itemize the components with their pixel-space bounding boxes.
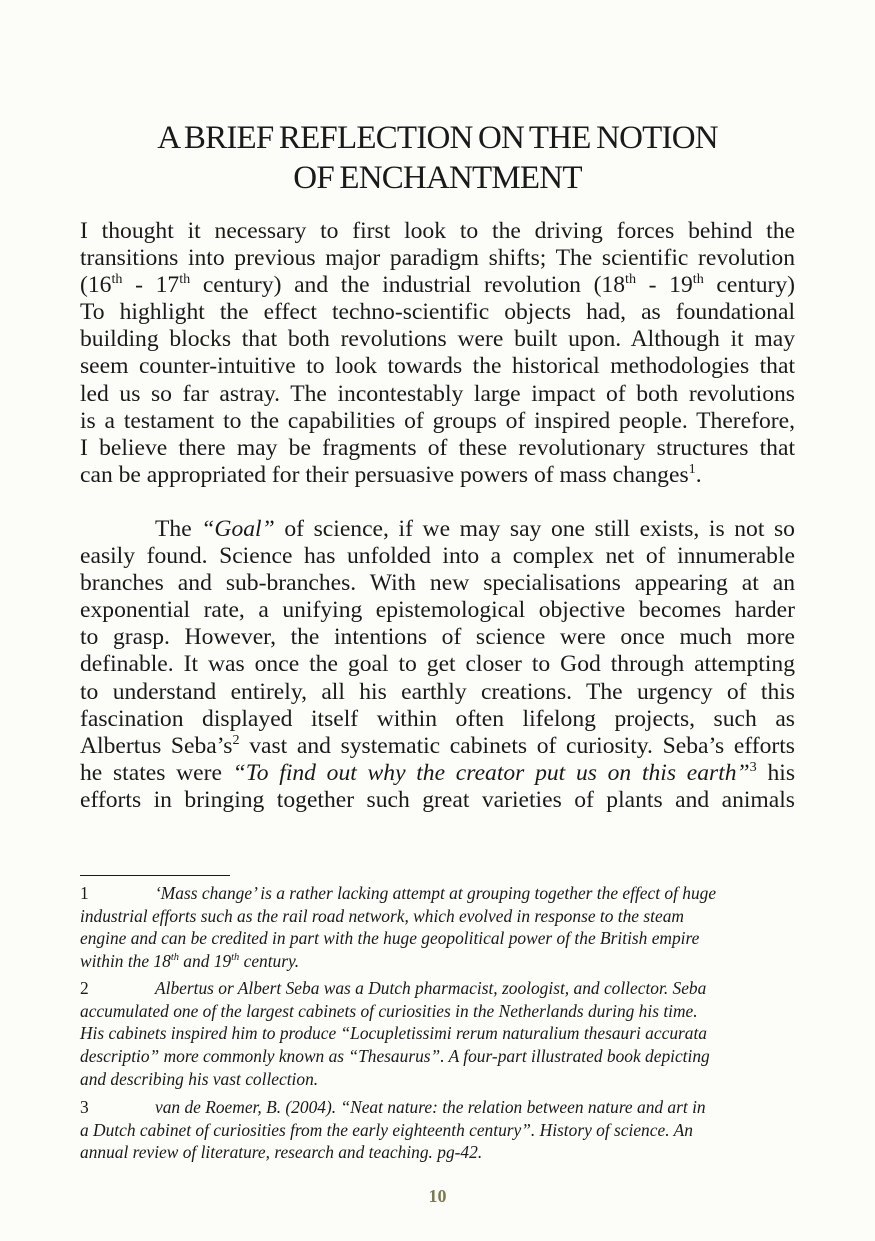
paragraph-line: To highlight the effect techno-scientific objects had, as foundational	[80, 299, 795, 326]
footnote-line	[80, 977, 795, 1000]
page-title	[80, 118, 795, 198]
text-run: ‘Mass change’ is a rather lacking attempt at grouping together the effect of huge	[155, 883, 717, 903]
footnote-divider	[80, 875, 230, 876]
text-run: Albertus Seba’s	[80, 732, 233, 759]
footnote-line: annual review of literature, research and teaching. pg-42.	[80, 1142, 483, 1163]
footnote-number: 2	[80, 978, 89, 998]
text-run: he states were	[80, 759, 233, 786]
footnote-number: 3	[80, 1097, 89, 1117]
footnote-line: descriptio” more commonly known as “Thesaurus”. A four-part illustrated book depicting	[80, 1046, 710, 1067]
paragraph-line	[80, 462, 795, 489]
body-paragraph-2	[80, 516, 795, 814]
text-run: and 19	[178, 951, 232, 972]
paragraph-line: to grasp. However, the intentions of science were once much more	[80, 624, 795, 651]
text-run: vast and systematic cabinets of curiosity. Seba’s efforts	[239, 732, 795, 759]
paragraph-line	[80, 516, 795, 543]
footnote-line	[80, 1096, 795, 1119]
footnote-number: 1	[80, 883, 89, 903]
paragraph-line	[80, 760, 795, 787]
text-run: van de Roemer, B. (2004). “Neat nature: the relation between nature and art in	[155, 1097, 706, 1117]
text-run: within the 18	[80, 951, 171, 972]
page-number: 10	[428, 1186, 447, 1206]
text-run: can be appropriated for their persuasive powers of mass changes	[80, 461, 689, 488]
body-paragraph-1	[80, 218, 795, 489]
footnote-line	[80, 950, 795, 973]
paragraph-line: to understand entirely, all his earthly creations. The urgency of this	[80, 678, 795, 705]
superscript: th	[625, 271, 637, 288]
text-run: The	[155, 516, 202, 542]
paragraph-line: branches and sub-branches. With new specialisations appearing at an	[80, 570, 795, 597]
paragraph-line: efforts in bringing together such great varieties of plants and animals	[80, 786, 795, 813]
paragraph-line: led us so far astray. The incontestably large impact of both revolutions	[80, 380, 795, 407]
footnote-line: and describing his vast collection.	[80, 1068, 319, 1089]
italic-quote: “To find out why the creator put us on this earth”	[232, 759, 750, 786]
footnote-ref: 1	[688, 460, 696, 477]
paragraph-line: fascination displayed itself within often lifelong projects, such as	[80, 705, 795, 732]
text-run: his	[756, 759, 795, 786]
title-line-1: A BRIEF REFLECTION ON THE NOTION	[157, 120, 718, 156]
footnote-line: accumulated one of the largest cabinets of curiosities in the Netherlands during his time.	[80, 1000, 698, 1021]
text-run: of science, if we may say one still exists, is not so	[274, 516, 795, 542]
paragraph-line	[80, 733, 795, 760]
paragraph-line: definable. It was once the goal to get closer to God through attempting	[80, 651, 795, 678]
text-run: century.	[239, 951, 300, 972]
footnote-line	[80, 882, 795, 905]
text-run: (16	[80, 272, 112, 299]
text-run: - 17	[122, 272, 180, 299]
superscript: th	[111, 271, 123, 288]
superscript: th	[692, 271, 704, 288]
paragraph-line: building blocks that both revolutions were built upon. Although it may	[80, 326, 795, 353]
footnote-2	[80, 977, 795, 1091]
superscript: th	[179, 271, 191, 288]
paragraph-line: easily found. Science has unfolded into a complex net of innumerable	[80, 543, 795, 570]
italic-text: “Goal”	[201, 516, 275, 542]
footnote-line: His cabinets inspired him to produce “Locupletissimi rerum naturalium thesauri accurata	[80, 1023, 708, 1044]
text-run: - 19	[636, 272, 693, 299]
text-run: .	[695, 461, 702, 488]
footnote-line: engine and can be credited in part with the huge geopolitical power of the British empire	[80, 928, 700, 949]
paragraph-line: is a testament to the capabilities of groups of inspired people. Therefore,	[80, 407, 795, 434]
footnote-line: a Dutch cabinet of curiosities from the early eighteenth century”. History of science. An	[80, 1119, 693, 1140]
paragraph-line: transitions into previous major paradigm shifts; The scientific revolution	[80, 245, 795, 272]
paragraph-line: exponential rate, a unifying epistemological objective becomes harder	[80, 597, 795, 624]
paragraph-line: I believe there may be fragments of these revolutionary structures that	[80, 434, 795, 461]
paragraph-line: seem counter-intuitive to look towards the historical methodologies that	[80, 353, 795, 380]
text-run: century) and the industrial revolution (18	[190, 272, 626, 299]
paragraph-line	[80, 272, 795, 299]
footnote-ref: 2	[232, 731, 240, 748]
superscript: th	[231, 952, 240, 964]
footnote-1	[80, 882, 795, 973]
title-line-2: OF ENCHANTMENT	[293, 160, 582, 196]
footnote-ref: 3	[749, 758, 757, 775]
text-run: century)	[703, 272, 796, 299]
superscript: th	[170, 952, 179, 964]
footnote-line: industrial efforts such as the rail road network, which evolved in response to the steam	[80, 905, 684, 926]
text-run: Albertus or Albert Seba was a Dutch pharmacist, zoologist, and collector. Seba	[155, 978, 707, 998]
paragraph-line: I thought it necessary to first look to the driving forces behind the	[80, 218, 795, 244]
footnote-3	[80, 1096, 795, 1164]
